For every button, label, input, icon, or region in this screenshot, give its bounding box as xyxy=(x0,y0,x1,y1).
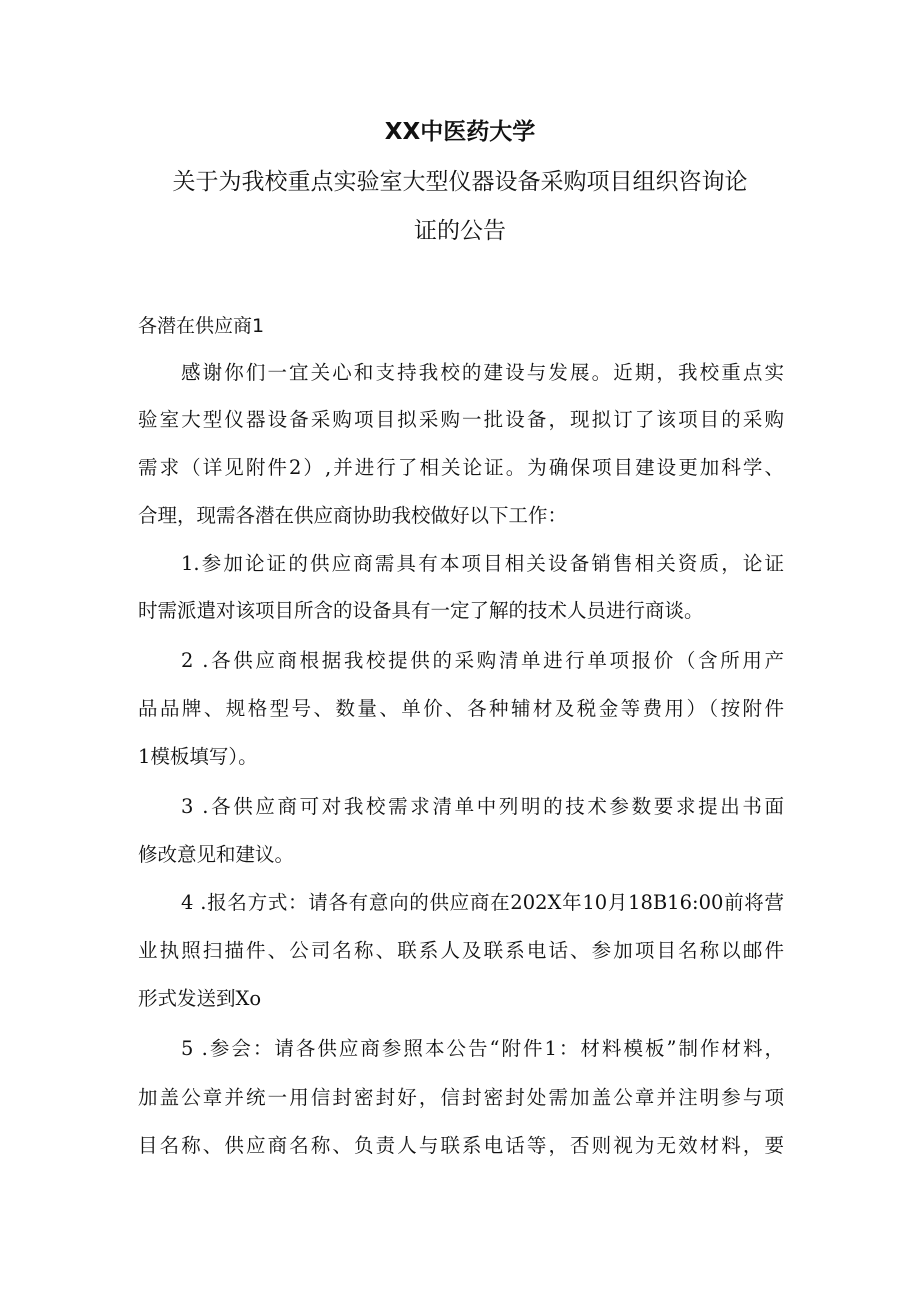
item4-line-2: 业执照扫描件、公司名称、联系人及联系电话、参加项目名称以邮件 xyxy=(138,939,784,962)
item4-line-3: 形式发送到Xo xyxy=(138,987,262,1010)
item1-line-2: 时需派遣对该项目所含的设备具有一定了解的技术人员进行商谈。 xyxy=(138,599,704,622)
notice-title-line-2: 证的公告 xyxy=(414,218,506,244)
intro-line-2: 验室大型仪器设备采购项目拟采购一批设备，现拟订了该项目的采购 xyxy=(138,408,784,431)
item3-line-1: 3 .各供应商可对我校需求清单中列明的技术参数要求提出书面 xyxy=(181,795,784,818)
item2-line-1: 2 .各供应商根据我校提供的采购清单进行单项报价（含所用产 xyxy=(181,649,784,672)
item2-line-2: 品品牌、规格型号、数量、单价、各种辅材及税金等费用）（按附件 xyxy=(138,697,784,720)
university-name: XX中医药大学 xyxy=(384,119,536,145)
salutation: 各潜在供应商1 xyxy=(138,315,265,337)
item5-line-3: 目名称、供应商名称、负责人与联系电话等，否则视为无效材料，要 xyxy=(138,1134,784,1157)
item3-line-2: 修改意见和建议。 xyxy=(138,843,295,866)
intro-line-1: 感谢你们一宜关心和支持我校的建设与发展。近期，我校重点实 xyxy=(181,361,784,384)
item1-line-1: 1.参加论证的供应商需具有本项目相关设备销售相关资质，论证 xyxy=(181,552,784,575)
item4-line-1: 4 .报名方式：请各有意向的供应商在202X年10月18B16:00前将营 xyxy=(181,891,784,914)
item5-line-2: 加盖公章并统一用信封密封好，信封密封处需加盖公章并注明参与项 xyxy=(138,1086,784,1109)
notice-title-line-1: 关于为我校重点实验室大型仪器设备采购项目组织咨询论 xyxy=(172,169,748,195)
item2-line-3: 1模板填写）。 xyxy=(138,745,258,768)
intro-line-4: 合理，现需各潜在供应商协助我校做好以下工作： xyxy=(138,504,568,527)
intro-line-3: 需求（详见附件2）,并进行了相关论证。为确保项目建设更加科学、 xyxy=(138,456,784,479)
item5-line-1: 5 .参会：请各供应商参照本公告“附件1：材料模板”制作材料， xyxy=(181,1037,784,1060)
